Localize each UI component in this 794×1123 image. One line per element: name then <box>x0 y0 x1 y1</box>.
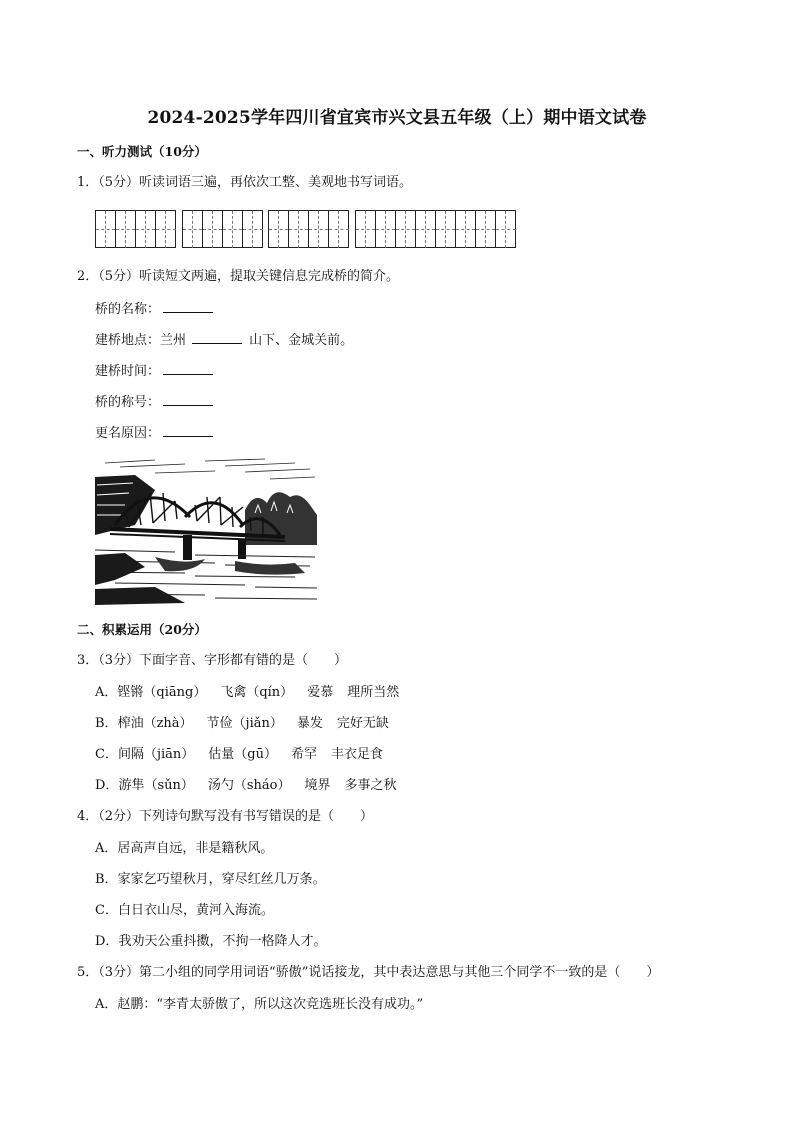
option-text: 家家乞巧望秋月，穿尽红丝几万条。 <box>117 872 326 887</box>
option-text: 我劝天公重抖擞，不拘一格降人才。 <box>118 934 327 949</box>
option-word: 多事之秋 <box>344 778 397 793</box>
bridge-title-row <box>95 392 216 412</box>
grid-cell <box>96 211 116 248</box>
option-letter: C． <box>95 903 118 918</box>
writing-grid-1 <box>95 210 176 248</box>
option-word: 估量（gū） <box>208 747 277 762</box>
section-heading-listening: 一、听力测试（10分） <box>77 144 207 159</box>
grid-cell <box>376 211 396 248</box>
grid-cell <box>329 211 349 248</box>
option-word: 境界 <box>304 778 331 793</box>
option-letter: B． <box>95 872 118 887</box>
bridge-location-suffix: 山下、金城关前。 <box>249 333 354 348</box>
option-letter: A． <box>95 685 118 700</box>
option-text: 居高声自远，非是籍秋风。 <box>117 841 274 856</box>
option-word: 铿锵（qiāng） <box>117 685 207 700</box>
q4-option-d[interactable] <box>95 933 326 951</box>
option-letter: C． <box>95 747 118 762</box>
option-word: 丰衣足食 <box>330 747 383 762</box>
q4-option-b[interactable] <box>95 871 326 889</box>
grid-cell <box>156 211 176 248</box>
grid-cell <box>416 211 436 248</box>
option-word: 榨油（zhà） <box>117 716 193 731</box>
grid-cell <box>309 211 329 248</box>
q3-option-d[interactable] <box>95 777 397 795</box>
q5-option-a[interactable] <box>95 996 423 1014</box>
question-3: 3．（3分）下面字音、字形都有错的是（ ） <box>77 653 348 668</box>
answer-blank[interactable] <box>192 330 242 344</box>
option-letter: A． <box>95 997 118 1012</box>
option-word: 爱慕 <box>307 685 334 700</box>
q4-option-c[interactable] <box>95 902 274 920</box>
option-letter: D． <box>95 778 119 793</box>
option-letter: B． <box>95 716 118 731</box>
bridge-title-label: 桥的称号： <box>95 395 161 410</box>
grid-cell <box>269 211 289 248</box>
option-text: 赵鹏：“李青太骄傲了，所以这次竞选班长没有成功。” <box>117 997 424 1012</box>
grid-cell <box>456 211 476 248</box>
option-word: 完好无缺 <box>336 716 389 731</box>
bridge-time-row <box>95 361 216 381</box>
writing-grid-4 <box>355 210 516 248</box>
writing-grid-3 <box>268 210 349 248</box>
grid-cell <box>183 211 203 248</box>
option-letter: D． <box>95 934 119 949</box>
option-letter: A． <box>95 841 118 856</box>
q3-option-b[interactable] <box>95 715 389 733</box>
bridge-name-label: 桥的名称： <box>95 302 161 317</box>
option-word: 飞禽（qín） <box>220 685 294 700</box>
grid-cell <box>203 211 223 248</box>
bridge-time-label: 建桥时间： <box>95 364 161 379</box>
option-word: 希罕 <box>290 747 317 762</box>
q4-option-a[interactable] <box>95 840 273 858</box>
grid-cell <box>289 211 309 248</box>
bridge-location-row <box>95 330 353 350</box>
option-word: 汤勺（sháo） <box>207 778 291 793</box>
option-word: 间隔（jiān） <box>117 747 195 762</box>
option-word: 理所当然 <box>347 685 400 700</box>
grid-cell <box>223 211 243 248</box>
bridge-illustration <box>95 455 319 605</box>
question-1: 1．（5分）听读词语三遍，再依次工整、美观地书写词语。 <box>77 175 413 190</box>
grid-cell <box>356 211 376 248</box>
section-heading-accumulation: 二、积累运用（20分） <box>77 622 207 637</box>
grid-cell <box>116 211 136 248</box>
bridge-rename-row <box>95 423 216 443</box>
grid-cell <box>396 211 416 248</box>
answer-blank[interactable] <box>163 423 213 437</box>
grid-cell <box>243 211 263 248</box>
grid-cell <box>436 211 456 248</box>
question-2: 2．（5分）听读短文两遍，提取关键信息完成桥的简介。 <box>77 269 400 284</box>
q3-option-a[interactable] <box>95 684 399 702</box>
option-word: 节俭（jiǎn） <box>206 716 283 731</box>
bridge-location-label: 建桥地点：兰州 <box>95 333 187 348</box>
grid-cell <box>476 211 496 248</box>
option-text: 白日衣山尽，黄河入海流。 <box>117 903 274 918</box>
question-5: 5．（3分）第二小组的同学用词语“骄傲”说话接龙，其中表达意思与其他三个同学不一致的是（ ） <box>77 965 660 980</box>
q3-option-c[interactable] <box>95 746 383 764</box>
answer-blank[interactable] <box>163 361 213 375</box>
bridge-rename-label: 更名原因： <box>95 426 161 441</box>
option-word: 暴发 <box>296 716 323 731</box>
answer-blank[interactable] <box>163 392 213 406</box>
page-title: 2024-2025学年四川省宜宾市兴文县五年级（上）期中语文试卷 <box>147 108 647 128</box>
grid-cell <box>496 211 516 248</box>
grid-cell <box>136 211 156 248</box>
option-word: 游隼（sǔn） <box>118 778 194 793</box>
answer-blank[interactable] <box>163 299 213 313</box>
question-4: 4．（2分）下列诗句默写没有书写错误的是（ ） <box>77 809 374 824</box>
bridge-name-row <box>95 299 216 319</box>
writing-grid-2 <box>182 210 263 248</box>
